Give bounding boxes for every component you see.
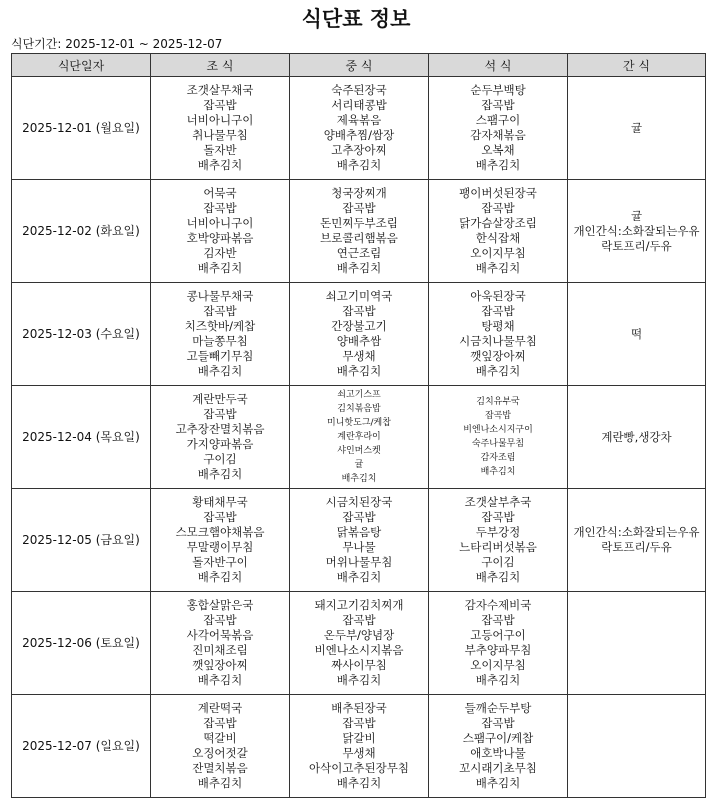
menu-item: 홍합살맑은국 [186,598,254,612]
menu-item: 무생채 [342,349,376,363]
table-row [12,180,706,283]
table-row [12,592,706,695]
menu-item: 잡곡밥 [342,510,376,524]
menu-item: 두부강정 [475,525,521,539]
snack-menu-list [568,121,705,136]
menu-item: 고등어구이 [470,628,526,642]
table-row [12,283,706,386]
menu-item: 닭볶음탕 [336,525,382,539]
dinner-cell [429,180,568,283]
table-row [12,695,706,798]
menu-item: 잡곡밥 [342,613,376,627]
menu-item: 배추김치 [480,467,516,477]
menu-item: 스모크햄야채볶음 [175,525,265,539]
menu-item: 잡곡밥 [342,304,376,318]
lunch-cell [290,489,429,592]
menu-item: 숙주나물무침 [471,439,525,449]
menu-item: 쇠고기스프 [337,390,381,400]
menu-item: 잡곡밥 [203,716,237,730]
breakfast-menu-list [151,392,289,482]
menu-item: 귤 [354,460,364,470]
menu-item: 황태채무국 [192,495,248,509]
menu-item: 쇠고기미역국 [325,289,393,303]
header-breakfast: 조 식 [151,54,290,77]
menu-item: 락토프리/두유 [601,238,672,253]
menu-item: 조갯살부추국 [464,495,532,509]
breakfast-menu-list [151,83,289,173]
menu-item: 잡곡밥 [203,201,237,215]
menu-item: 무생채 [342,746,376,760]
menu-item: 취나물무침 [192,128,248,142]
menu-item: 개인간식:소화잘되는우유 [573,223,700,238]
menu-item: 잡곡밥 [481,716,515,730]
menu-item: 스팸구이 [475,113,521,127]
menu-item: 구이김 [481,555,515,569]
menu-item: 조갯살무채국 [186,83,254,97]
menu-item: 잡곡밥 [203,613,237,627]
menu-item: 시금치된장국 [325,495,393,509]
lunch-cell [290,283,429,386]
dinner-menu-list [429,395,567,479]
menu-item: 배추김치 [197,158,243,172]
snack-cell [568,386,706,489]
menu-item: 계란만두국 [192,392,248,406]
dinner-menu-list [429,186,567,276]
lunch-cell [290,695,429,798]
menu-item: 스팸구이/케찹 [462,731,534,745]
breakfast-cell [151,386,290,489]
date-cell: 2025-12-03 (수요일) [12,283,151,386]
menu-item: 오이지무침 [470,658,526,672]
menu-item: 잡곡밥 [481,201,515,215]
breakfast-cell [151,180,290,283]
snack-cell [568,180,706,283]
menu-item: 사각어묵볶음 [186,628,254,642]
breakfast-menu-list [151,701,289,791]
menu-item: 양배추쌈 [336,334,382,348]
menu-item: 김자반 [203,246,237,260]
menu-item: 서리태콩밥 [331,98,387,112]
dinner-cell [429,283,568,386]
menu-item: 계란떡국 [197,701,243,715]
snack-cell [568,695,706,798]
menu-item: 머위나물무침 [325,555,393,569]
breakfast-cell [151,695,290,798]
menu-item: 배추김치 [475,364,521,378]
menu-item: 오이지무침 [470,246,526,260]
menu-item: 돌자반구이 [192,555,248,569]
breakfast-cell [151,489,290,592]
menu-item: 배추김치 [197,776,243,790]
menu-item: 잔멸치볶음 [192,761,248,775]
menu-item: 짜사이무침 [331,658,387,672]
snack-menu-list [568,209,705,254]
menu-item: 닭갈비 [342,731,376,745]
menu-item: 꼬시래기초무침 [459,761,537,775]
menu-item: 떡갈비 [203,731,237,745]
menu-item: 김치유부국 [476,397,520,407]
dinner-menu-list [429,83,567,173]
lunch-menu-list [290,495,428,585]
menu-item: 계란후라이 [337,432,381,442]
menu-item: 순두부백탕 [470,83,526,97]
header-dinner: 석 식 [429,54,568,77]
meal-table-body [12,77,706,798]
menu-item: 제육볶음 [336,113,382,127]
dinner-cell [429,77,568,180]
menu-item: 잡곡밥 [203,98,237,112]
lunch-menu-list [290,388,428,486]
breakfast-menu-list [151,598,289,688]
menu-item: 잡곡밥 [484,411,512,421]
lunch-cell [290,77,429,180]
menu-item: 잡곡밥 [481,304,515,318]
menu-item: 구이김 [203,452,237,466]
menu-item: 비엔나소시지구이 [463,425,533,435]
lunch-menu-list [290,186,428,276]
menu-item: 락토프리/두유 [601,540,672,554]
menu-item: 마늘쫑무침 [192,334,248,348]
menu-item: 잡곡밥 [342,716,376,730]
menu-item: 고들빼기무침 [186,349,254,363]
table-header-row [12,54,706,77]
menu-item: 배추김치 [475,776,521,790]
menu-item: 돌자반 [203,143,237,157]
menu-item: 김치볶음밥 [337,404,381,414]
menu-item: 비엔나소시지볶음 [314,643,404,657]
menu-item: 깻잎장아찌 [192,658,248,672]
menu-item: 배추김치 [475,570,521,584]
meal-table [11,53,706,798]
menu-item: 샤인머스켓 [337,446,381,456]
breakfast-menu-list [151,186,289,276]
lunch-menu-list [290,598,428,688]
menu-item: 배추김치 [197,364,243,378]
menu-item: 배추된장국 [331,701,387,715]
date-cell: 2025-12-02 (화요일) [12,180,151,283]
menu-item: 간장불고기 [331,319,387,333]
menu-item: 깻잎장아찌 [470,349,526,363]
lunch-menu-list [290,83,428,173]
menu-item: 숙주된장국 [331,83,387,97]
menu-item: 무말랭이무침 [186,540,254,554]
menu-item: 콩나물무채국 [186,289,254,303]
breakfast-menu-list [151,289,289,379]
menu-item: 고추장잔멸치볶음 [175,422,265,436]
header-date: 식단일자 [12,54,151,77]
menu-item: 한식잡채 [475,231,521,245]
header-lunch: 중 식 [290,54,429,77]
menu-item: 감자조림 [480,453,516,463]
menu-item: 돼지고기김치찌개 [314,598,404,612]
menu-item: 시금치나물무침 [459,334,537,348]
menu-item: 오징어젓갈 [192,746,248,760]
menu-item: 배추김치 [336,261,382,275]
menu-item: 잡곡밥 [342,201,376,215]
menu-item: 진미채조림 [192,643,248,657]
dinner-menu-list [429,598,567,688]
lunch-menu-list [290,289,428,379]
menu-item: 느타리버섯볶음 [459,540,537,554]
menu-item: 배추김치 [197,673,243,687]
table-row [12,489,706,592]
menu-item: 계란빵,생강차 [601,429,672,444]
menu-item: 호박양파볶음 [186,231,254,245]
date-cell: 2025-12-06 (토요일) [12,592,151,695]
menu-item: 배추김치 [341,474,377,484]
menu-item: 들깨순두부탕 [464,701,532,715]
dinner-menu-list [429,701,567,791]
dinner-cell [429,489,568,592]
dinner-cell [429,695,568,798]
dinner-menu-list [429,289,567,379]
menu-item: 팽이버섯된장국 [459,186,537,200]
snack-cell [568,592,706,695]
date-cell: 2025-12-01 (월요일) [12,77,151,180]
menu-item: 배추김치 [336,364,382,378]
menu-item: 배추김치 [197,261,243,275]
menu-item: 잡곡밥 [203,407,237,421]
snack-cell [568,77,706,180]
date-cell: 2025-12-07 (일요일) [12,695,151,798]
breakfast-menu-list [151,495,289,585]
menu-item: 오복채 [481,143,515,157]
menu-item: 부추양파무침 [464,643,532,657]
menu-item: 치즈핫바/케찹 [184,319,256,333]
menu-item: 닭가슴살장조림 [459,216,537,230]
table-row [12,386,706,489]
menu-item: 너비아니구이 [186,216,254,230]
menu-item: 배추김치 [197,570,243,584]
menu-item: 잡곡밥 [203,510,237,524]
menu-item: 온두부/양념장 [323,628,395,642]
menu-item: 가지양파볶음 [186,437,254,451]
meal-period: 식단기간: 2025-12-01 ~ 2025-12-07 [11,37,223,51]
menu-item: 귤 [630,208,643,223]
lunch-cell [290,180,429,283]
menu-item: 미니핫도그/케찹 [327,418,391,428]
snack-cell [568,489,706,592]
menu-item: 귤 [630,120,643,135]
menu-item: 브로콜리햄볶음 [320,231,398,245]
date-cell: 2025-12-05 (금요일) [12,489,151,592]
menu-item: 배추김치 [336,570,382,584]
menu-item: 잡곡밥 [481,613,515,627]
menu-item: 배추김치 [336,673,382,687]
menu-item: 배추김치 [475,673,521,687]
lunch-menu-list [290,701,428,791]
snack-menu-list [568,327,705,342]
breakfast-cell [151,77,290,180]
menu-item: 개인간식:소화잘되는우유 [573,525,700,539]
menu-item: 애호박나물 [470,746,526,760]
menu-item: 배추김치 [336,776,382,790]
dinner-menu-list [429,495,567,585]
menu-item: 돈민찌두부조림 [320,216,398,230]
date-cell: 2025-12-04 (목요일) [12,386,151,489]
menu-item: 탕평채 [481,319,515,333]
menu-item: 양배추찜/쌈장 [323,128,395,142]
menu-item: 떡 [630,326,643,341]
menu-item: 청국장찌개 [331,186,387,200]
menu-item: 고추장아찌 [331,143,387,157]
snack-menu-list [568,525,705,555]
menu-item: 너비아니구이 [186,113,254,127]
menu-item: 잡곡밥 [481,510,515,524]
breakfast-cell [151,283,290,386]
header-snack: 간 식 [568,54,706,77]
menu-item: 잡곡밥 [203,304,237,318]
menu-item: 어묵국 [203,186,237,200]
menu-item: 무나물 [342,540,376,554]
menu-item: 배추김치 [197,467,243,481]
menu-item: 배추김치 [475,158,521,172]
menu-item: 연근조림 [336,246,382,260]
table-row [12,77,706,180]
menu-item: 아욱된장국 [470,289,526,303]
dinner-cell [429,386,568,489]
menu-item: 아삭이고추된장무침 [309,761,409,775]
snack-cell [568,283,706,386]
lunch-cell [290,386,429,489]
breakfast-cell [151,592,290,695]
menu-item: 잡곡밥 [481,98,515,112]
menu-item: 배추김치 [475,261,521,275]
dinner-cell [429,592,568,695]
menu-item: 배추김치 [336,158,382,172]
snack-menu-list [568,430,705,445]
menu-item: 감자수제비국 [464,598,532,612]
page-title: 식단표 정보 [301,7,411,31]
lunch-cell [290,592,429,695]
menu-item: 감자채볶음 [470,128,526,142]
